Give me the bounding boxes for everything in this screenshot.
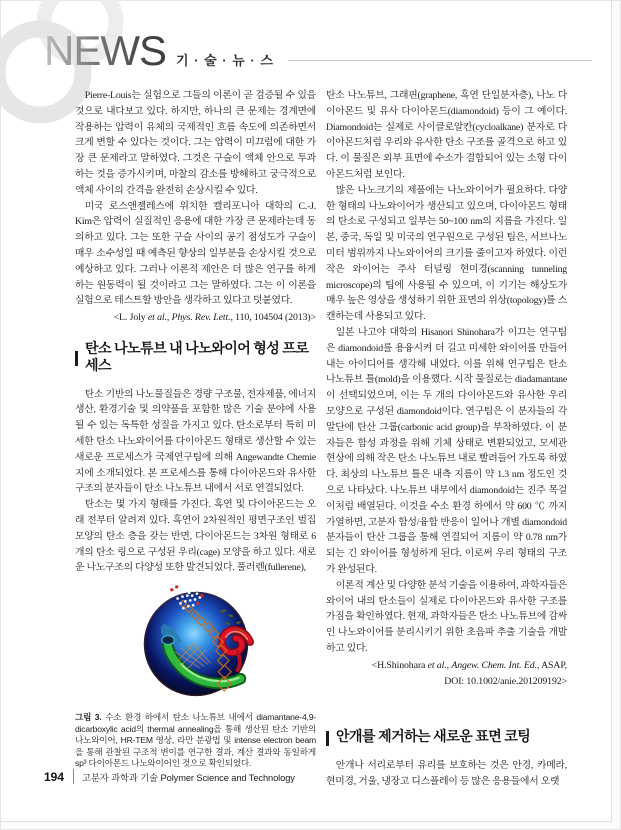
heading-bar [326,731,329,746]
footer-divider [73,769,74,784]
paragraph: 안개나 서리로부터 유리를 보호하는 것은 안경, 카메라, 현미경, 거울, 냉장고 디스플레이 등 많은 응용들에서 오랫 [326,760,567,787]
citation-reference: <H.Shinohara et al., Angew. Chem. Int. Ed., ASAP, [371,659,567,671]
right-column [326,88,567,790]
paragraph: 일본 나고야 대학의 Hisanori Shinohara가 이끄는 연구팀은 diamondoid를 용융시켜 더 길고 미세한 와이어를 만들어내는 아이디어를 생각해 내었다. 이를 위해 연구팀은 탄소 나노튜브 틀(mold)을 이용했다. 시작 물질로는 diadamantane이 선택되었으며, 이는 두 개의 다이아몬드와 유사한 우리 모양으로 구성된 diamondoid이다. 연구팀은 이 분자들의 각 말단에 탄산 그룹(carbonic acid group)을 부착하였다. 이 분자들은 합성 과정을 위해 기체 상태로 변환되었고, 모세관 현상에 의해 작은 탄소 나노튜브 내로 빨려들어 가도록 하였다. 최상의 나노튜브 틀은 내측 지름이 약 1.3 nm 정도인 것으로 나타났다. 나노튜브 내부에서 diamondoid는 진주 목걸이처럼 배열된다. 이것을 수소 환경 하에서 약 600 ℃ 까지 가열하면, 고분자 합성/융합 반응이 일어나 개별 diamondoid 분자들이 탄산 그룹을 통해 연결되어 지름이 약 0.78 nm가 되는 긴 와이어를 형성하게 된다. 이로써 우리 형태의 구조가 완성된다. [326,326,567,575]
figure-caption-text: 수소 환경 하에서 탄소 나노튜브 내에서 diamantane-4,9-dicarboxylic acid의 thermal annealing을 통해 생산된 탄소 기반의 나노와이어, HR-TEM 영상, 라만 분광법 및 intense electron beam을 통해 관찰된 구조적 변이를 연구한 결과, 계산 결과와 동일하게 sp³ 다이아몬드 나노와이어인 것으로 확인되었다. [75,712,316,769]
paragraph: 많은 나노크기의 제품에는 나노와이어가 필요하다. 다양한 형태의 나노와이어가 생산되고 있으며, 다이아몬드 형태의 탄소로 구성되고 일부는 50~100 nm의 지름을 가진다. 일본, 중국, 독일 및 미국의 연구원으로 구성된 팀은, 서브나노미터 범위까지 나노와이어의 크기를 줄이고자 하였다. 이런 작은 와이어는 주사 터널링 현미경(scanning tunneling microscope)의 팁에 사용될 수 있으며, 이 기기는 해상도가 매우 높은 영상을 생성하기 위한 표면의 위상(topology)를 스캔하는데 사용되고 있다. [326,184,567,323]
journal-title: 고분자 과학과 기술 Polymer Science and Technology [82,772,295,783]
section-heading-coating [326,730,567,747]
article-columns [75,88,567,790]
masthead [44,27,592,74]
masthead-rule [288,60,592,61]
paragraph: 미국 로스앤젤레스에 위치한 캘리포니아 대학의 C.-J. Kim은 압력이 실질적인 응용에 대한 가장 큰 문제라는데 동의하고 있다. 그는 또한 구슬 사이의 공기 점성도가 구슬이 매우 소수성일 때 예측된 향상의 일부분을 손상시킬 것으로 예상하고 있다. 그러나 이론적 제안은 더 많은 연구를 하게 하는 원동력이 될 것이라고 그는 말하였다. 그는 이 이론을 실험으로 테스트할 방안을 생각하고 있다고 덧붙였다. [75,200,316,307]
heading-bar [75,351,78,366]
citation-reference: <L. Joly et al., Phys. Rev. Lett., 110, 104504 (2013)> [113,312,316,324]
figure-caption-label: 그림 3. [75,712,102,723]
paragraph: 탄소 기반의 나노물질들은 경량 구조물, 전자제품, 에너지 생산, 환경기술 및 의약품을 포함한 많은 기술 분야에 사용될 수 있는 독특한 성질을 가지고 있다. 탄소로부터 특히 미세한 탄소 나노와이어를 다이아몬드 형태로 생산할 수 있는 새로운 프로세스가 국제연구팀에 의해 Angewandte Chemie지에 소개되었다. 본 프로세스를 통해 다이아몬드와 유사한 구조의 분자들이 탄소 나노튜브 내에서 서로 연결되었다. [75,388,316,495]
paragraph: Pierre-Louis는 실험으로 그들의 이론이 곧 검증될 수 있을 것으로 내다보고 있다. 하지만, 하나의 큰 문제는 경계면에 작용하는 압력이 유체의 국제적인 흐름 속도에 의존하면서 크게 변할 수 있다는 것이다. 그는 압력이 미끄럼에 대한 가장 큰 문제라고 말하였다. 그것은 구슬이 액체 안으로 투과하는 것을 증가시키며, 마찰의 감소를 방해하고 궁극적으로 액체 사이의 간격을 완전히 손상시킬 수 있다. [75,90,316,196]
section-heading-label: 탄소 나노튜브 내 나노와이어 형성 프로세스 [85,341,309,374]
paragraph: 이론적 계산 및 다양한 분석 기술을 이용하여, 과학자들은 와이어 내의 탄소들이 실제로 다이아몬드와 유사한 구조를 가짐을 확인하였다. 현재, 과학자들은 탄소 나노튜브에 감싸인 나노와이어를 분리시키기 위한 초음파 추출 기술을 개발하고 있다. [326,579,567,654]
paragraph: 탄소 나노튜브, 그래핀(graphene, 흑연 단일분자층), 나노 다이아몬드 및 유사 다이아몬드(diamondoid) 등이 그 예이다. Diamondoid는 실제로 사이클로알칸(cycloalkane) 분자로 다이아몬드처럼 우리와 유사한 탄소 구조를 골격으로 하고 있다. 이 물질은 외부 표면에 수소가 결합되어 있는 소형 다이아몬드처럼 보인다. [326,90,567,180]
figure-3 [75,584,316,770]
citation-doi: DOI: 10.1002/anie.201209192> [444,676,567,688]
page-number: 194 [44,769,65,784]
page-footer [44,769,295,784]
nanowire-sphere-illustration [138,584,254,700]
section-heading-label: 안개를 제거하는 새로운 표면 코팅 [336,730,531,746]
paragraph: 탄소는 몇 가지 형태를 가진다. 흑연 및 다이아몬드는 오래 전부터 알려져 있다. 흑연이 2차원적인 평면구조인 벌집 모양의 탄소 층을 갖는 반면, 다이아몬드는 3차원 형태로 6개의 탄소 링으로 구성된 우리(cage) 모양을 하고 있다. 새로운 나노구조의 다양성 또한 발견되었다. 풀러렌(fullerene), [75,499,316,574]
masthead-subtitle: 기 · 술 · 뉴 · 스 [176,53,274,68]
section-heading-nanowire [75,342,316,376]
figure-caption [75,712,316,770]
left-column [75,88,316,790]
news-logo: NEWS [44,27,166,74]
